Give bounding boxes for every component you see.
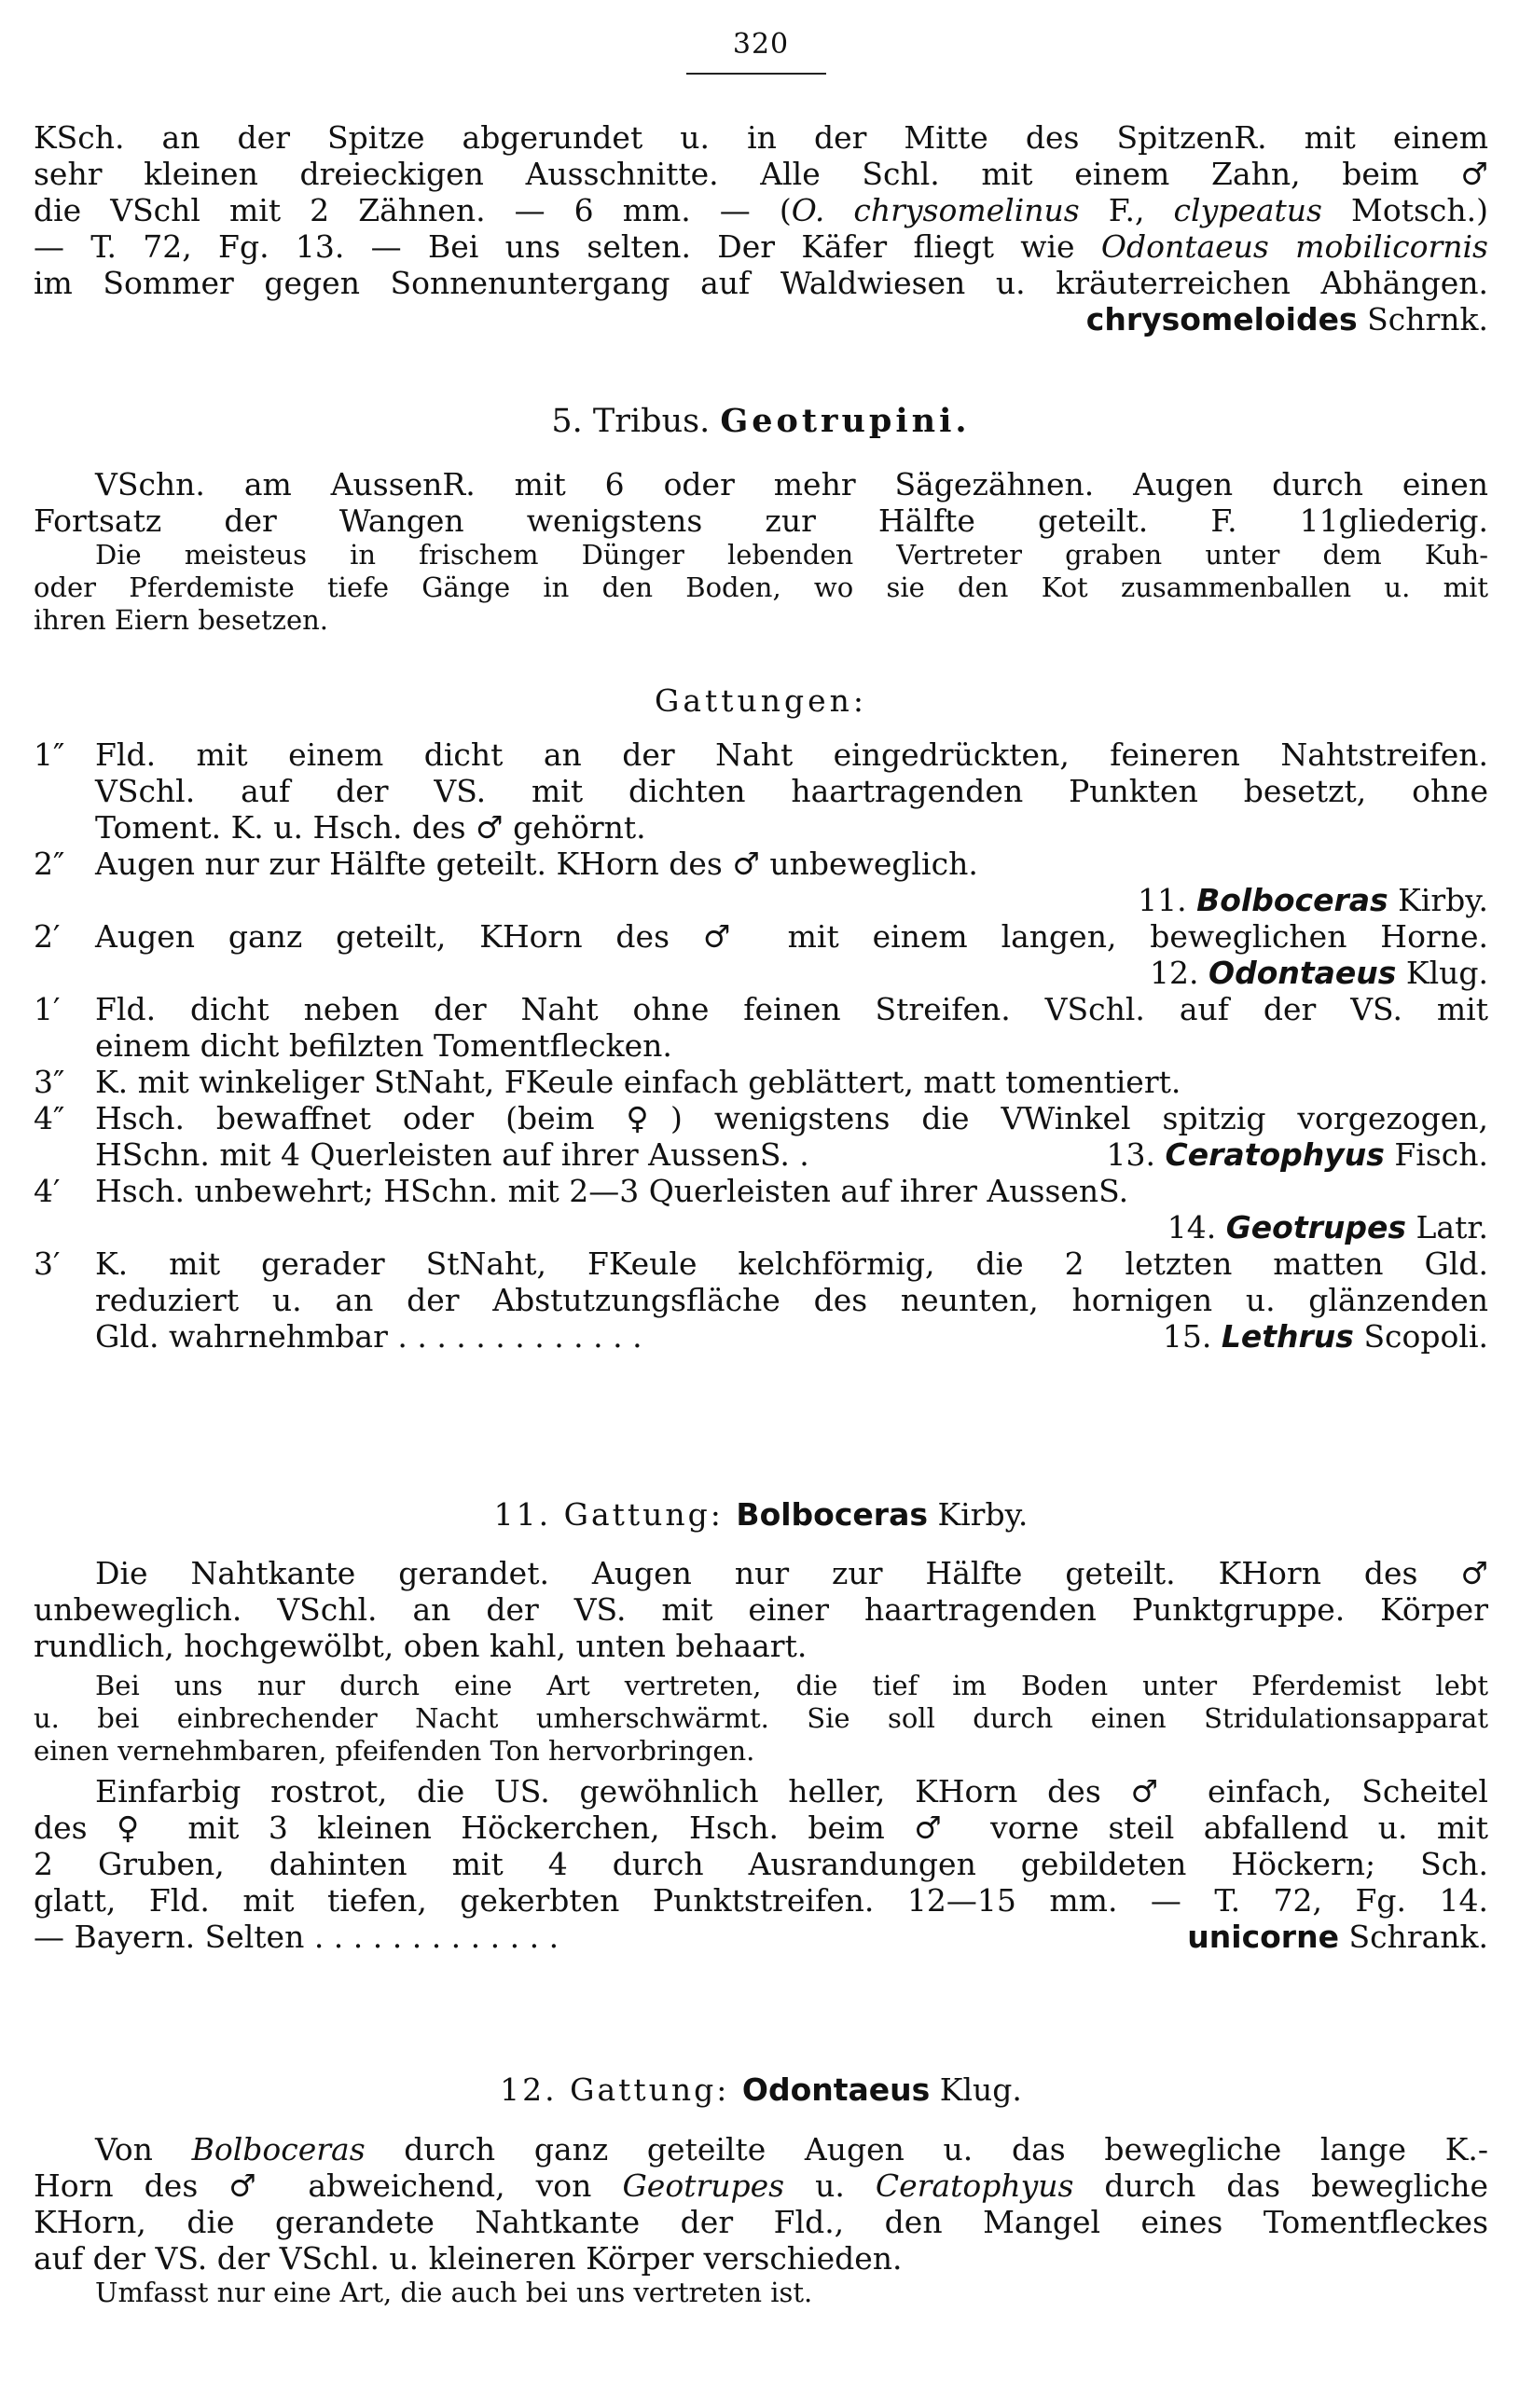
genus-11-heading: 11. Gattung: Bolboceras Kirby. <box>493 1496 1029 1533</box>
genus-12-heading: 12. Gattung: Odontaeus Klug. <box>500 2071 1022 2108</box>
key-line: 3″ K. mit winkeliger StNaht, FKeule einfach geblättert, matt tomentiert. <box>34 1064 1181 1100</box>
book-page <box>34 0 1488 2408</box>
text-line: einen vernehmbaren, pfeifenden Ton hervorbringen. <box>34 1735 755 1767</box>
text-line: auf der VS. der VSchl. u. kleineren Körper verschieden. <box>34 2240 903 2277</box>
tribus-name: Geotrupini. <box>720 403 971 439</box>
tribus-heading: 5. Tribus. Geotrupini. <box>551 403 971 439</box>
text-line: rundlich, hochgewölbt, oben kahl, unten behaart. <box>34 1628 808 1664</box>
top-paragraph <box>34 119 1488 337</box>
species-line: — Bayern. Selten . . . . . . . . . . . . . unicorne Schrank. <box>34 1919 1488 1955</box>
text-line: des ♀ mit 3 kleinen Höckerchen, Hsch. beim ♂ vorne steil abfallend u. mit <box>34 1809 1488 1846</box>
genus-12-description <box>34 2131 1488 2309</box>
genus-entry: 14. Geotrupes Latr. <box>1167 1209 1488 1245</box>
text-line: KSch. an der Spitze abgerundet u. in der Mitte des SpitzenR. mit einem <box>34 119 1488 156</box>
genus-name: Lethrus <box>1221 1318 1354 1355</box>
genus-entry: 12. Odontaeus Klug. <box>1150 955 1488 991</box>
key-line: 3′ K. mit gerader StNaht, FKeule kelchförmig, die 2 letzten matten Gld. <box>34 1245 1488 1282</box>
genus-entry: 11. Bolboceras Kirby. <box>1138 882 1488 918</box>
genus-name: Geotrupes <box>1225 1209 1407 1245</box>
text-line: ihren Eiern besetzen. <box>34 604 328 636</box>
text-line: Die Nahtkante gerandet. Augen nur zur Hälfte geteilt. KHorn des ♂ <box>95 1555 1488 1591</box>
text-line: Fortsatz der Wangen wenigstens zur Hälfte geteilt. F. 11gliederig. <box>34 502 1488 539</box>
species-name: chrysomeloides <box>1085 301 1358 337</box>
key-line: einem dicht befilzten Tomentflecken. <box>95 1027 672 1064</box>
text-line: Umfasst nur eine Art, die auch bei uns vertreten ist. <box>95 2277 813 2308</box>
text-line: u. bei einbrechender Nacht umherschwärmt. Sie soll durch einen Stridulationsapparat <box>34 1702 1488 1734</box>
genus-key <box>34 736 1488 1355</box>
species-name: unicorne <box>1187 1919 1339 1955</box>
key-line: HSchn. mit 4 Querleisten auf ihrer AussenS. . 13. Ceratophyus Fisch. <box>95 1136 1488 1173</box>
text-line: Horn des ♂ abweichend, von Geotrupes u. Ceratophyus durch das bewegliche <box>34 2167 1488 2204</box>
genus-11-description <box>34 1555 1488 1955</box>
key-heading: Gattungen: <box>654 682 868 719</box>
header-rule <box>686 73 826 75</box>
text-line: sehr kleinen dreieckigen Ausschnitte. Alle Schl. mit einem Zahn, beim ♂ <box>34 156 1488 192</box>
key-line: 4′ Hsch. unbewehrt; HSchn. mit 2—3 Querleisten auf ihrer AussenS. <box>34 1173 1129 1209</box>
key-line: VSchl. auf der VS. mit dichten haartragenden Punkten besetzt, ohne <box>95 773 1488 809</box>
key-line: Gld. wahrnehmbar . . . . . . . . . . . . . 15. Lethrus Scopoli. <box>95 1318 1488 1355</box>
key-line: 1″ Fld. mit einem dicht an der Naht eingedrückten, feineren Nahtstreifen. <box>34 736 1488 773</box>
text-line: im Sommer gegen Sonnenuntergang auf Waldwiesen u. kräuterreichen Abhängen. <box>34 265 1488 301</box>
page-number: 320 <box>732 28 790 61</box>
text-line: unbeweglich. VSchl. an der VS. mit einer haartragenden Punktgruppe. Körper <box>34 1591 1488 1628</box>
text-line: glatt, Fld. mit tiefen, gekerbten Punktstreifen. 12—15 mm. — T. 72, Fg. 14. <box>34 1882 1488 1919</box>
key-line: Toment. K. u. Hsch. des ♂ gehörnt. <box>95 809 646 846</box>
genus-name: Odontaeus <box>1208 955 1397 991</box>
text-line: — T. 72, Fg. 13. — Bei uns selten. Der Käfer fliegt wie Odontaeus mobilicornis <box>34 228 1488 265</box>
tribus-description <box>34 466 1488 637</box>
species-line: chrysomeloides Schrnk. <box>1085 301 1488 337</box>
text-line: oder Pferdemiste tiefe Gänge in den Boden, wo sie den Kot zusammenballen u. mit <box>34 571 1488 603</box>
text-line: 2 Gruben, dahinten mit 4 durch Ausrandungen gebildeten Höckern; Sch. <box>34 1846 1488 1882</box>
key-line: 4″ Hsch. bewaffnet oder (beim ♀) wenigstens die VWinkel spitzig vorgezogen, <box>34 1100 1488 1136</box>
key-line: 1′ Fld. dicht neben der Naht ohne feinen Streifen. VSchl. auf der VS. mit <box>34 991 1488 1027</box>
text-line: Von Bolboceras durch ganz geteilte Augen u. das bewegliche lange K.- <box>95 2131 1488 2167</box>
genus-name: Ceratophyus <box>1165 1136 1385 1173</box>
text-line: die VSchl mit 2 Zähnen. — 6 mm. — (O. chrysomelinus F., clypeatus Motsch.) <box>34 192 1488 228</box>
text-line: Die meisteus in frischem Dünger lebenden Vertreter graben unter dem Kuh- <box>95 539 1488 571</box>
text-line: KHorn, die gerandete Nahtkante der Fld., den Mangel eines Tomentfleckes <box>34 2204 1488 2240</box>
genus-name: Bolboceras <box>1196 882 1388 918</box>
text-line: VSchn. am AussenR. mit 6 oder mehr Sägezähnen. Augen durch einen <box>95 466 1488 502</box>
key-line: reduziert u. an der Abstutzungsfläche des neunten, hornigen u. glänzenden <box>95 1282 1488 1318</box>
text-line: Bei uns nur durch eine Art vertreten, die tief im Boden unter Pferdemist lebt <box>95 1670 1488 1701</box>
key-line: 2″ Augen nur zur Hälfte geteilt. KHorn des ♂ unbeweglich. <box>34 846 978 882</box>
text-line: Einfarbig rostrot, die US. gewöhnlich heller, KHorn des ♂ einfach, Scheitel <box>95 1773 1488 1809</box>
key-line: 2′ Augen ganz geteilt, KHorn des ♂ mit einem langen, beweglichen Horne. <box>34 918 1488 955</box>
